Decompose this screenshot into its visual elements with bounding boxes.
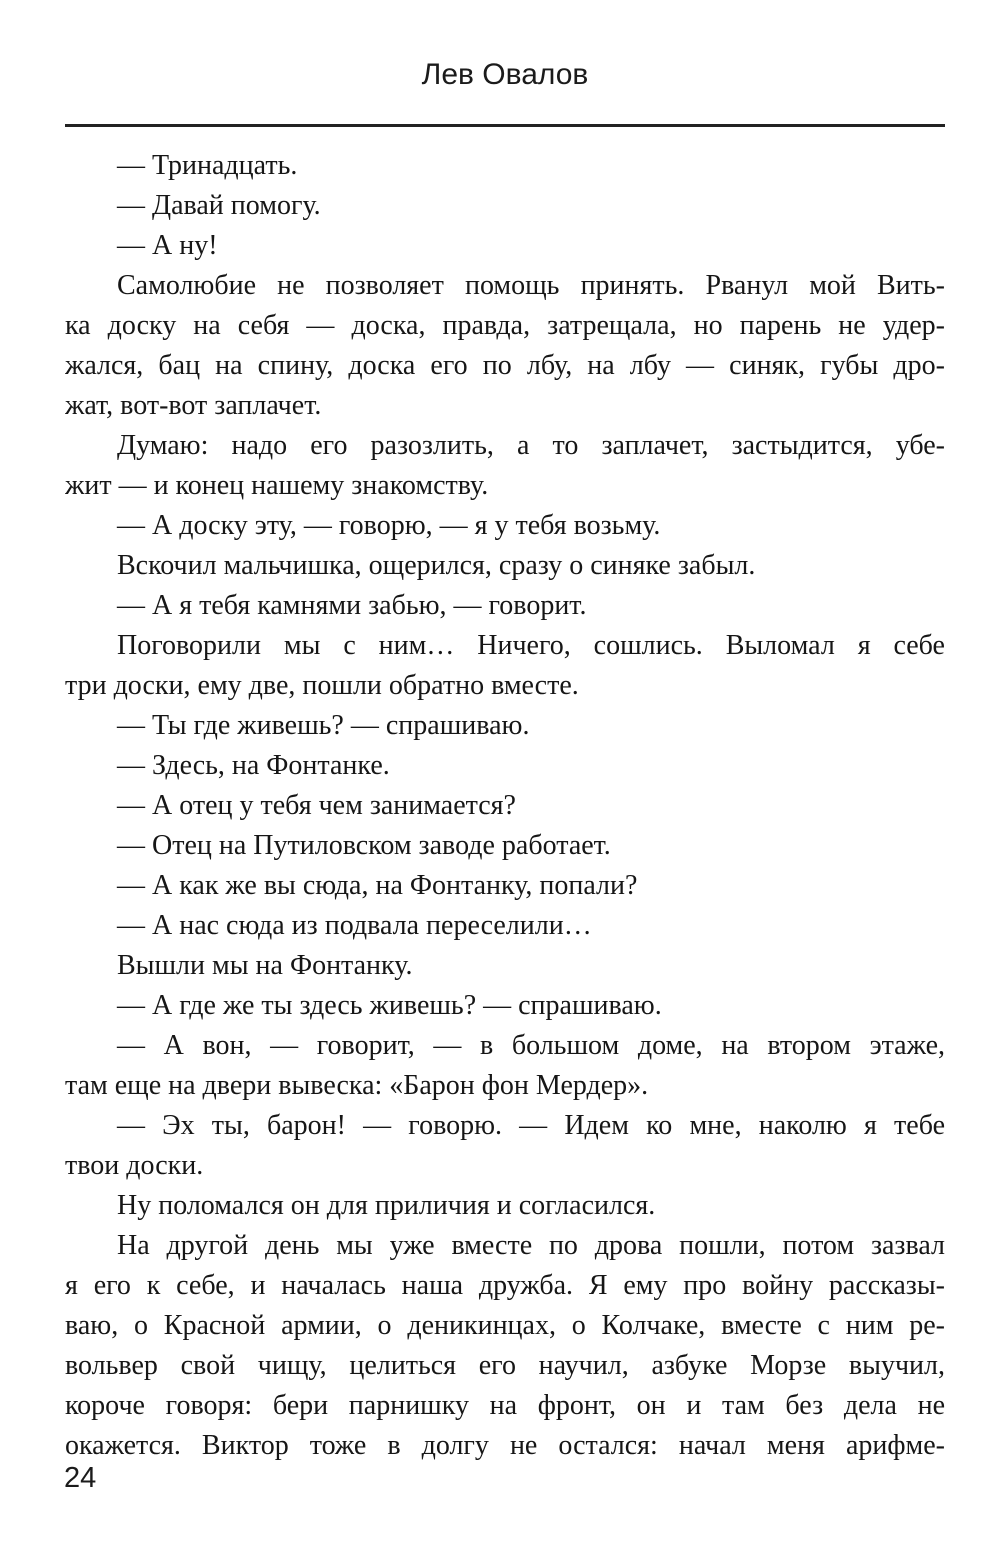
running-head: Лев Овалов xyxy=(421,58,589,91)
page-number: 24 xyxy=(64,1462,97,1494)
text-line: ваю, о Красной армии, о деникинцах, о Колчаке, вместе с ним ре- xyxy=(65,1310,945,1341)
text-line: — Давай помогу. xyxy=(117,190,321,221)
text-line: — Ты где живешь? — спрашиваю. xyxy=(117,710,530,741)
text-line: жит — и конец нашему знакомству. xyxy=(65,470,489,501)
paragraph xyxy=(65,506,945,546)
text-line: ка доску на себя — доска, правда, затрещала, но парень не удер- xyxy=(65,310,945,341)
paragraph xyxy=(65,746,945,786)
text-line: Самолюбие не позволяет помощь принять. Рванул мой Вить- xyxy=(117,270,945,301)
text-line: На другой день мы уже вместе по дрова пошли, потом зазвал xyxy=(117,1230,945,1261)
text-line: — Здесь, на Фонтанке. xyxy=(117,750,390,781)
paragraph xyxy=(65,1026,945,1106)
text-line: — А вон, — говорит, — в большом доме, на втором этаже, xyxy=(117,1030,945,1061)
paragraph xyxy=(65,906,945,946)
text-line: — Отец на Путиловском заводе работает. xyxy=(117,830,611,861)
paragraph xyxy=(65,626,945,706)
paragraph xyxy=(65,946,945,986)
paragraph xyxy=(65,586,945,626)
text-line: Ну поломался он для приличия и согласился. xyxy=(117,1190,656,1221)
paragraph xyxy=(65,1186,945,1226)
text-line: — А как же вы сюда, на Фонтанку, попали? xyxy=(117,870,638,901)
text-line: — А отец у тебя чем занимается? xyxy=(117,790,516,821)
paragraph xyxy=(65,186,945,226)
text-line: Вышли мы на Фонтанку. xyxy=(117,950,413,981)
text-line: вольвер свой чищу, целиться его научил, азбуке Морзе выучил, xyxy=(65,1350,945,1381)
paragraph xyxy=(65,786,945,826)
text-line: Думаю: надо его разозлить, а то заплачет, застыдится, убе- xyxy=(117,430,945,461)
text-line: окажется. Виктор тоже в долгу не остался: начал меня арифме- xyxy=(65,1430,945,1461)
paragraph xyxy=(65,546,945,586)
text-block xyxy=(65,146,945,1466)
text-line: — А доску эту, — говорю, — я у тебя возьму. xyxy=(117,510,661,541)
paragraph xyxy=(65,1106,945,1186)
paragraph xyxy=(65,826,945,866)
header-rule xyxy=(65,124,945,127)
text-line: — А нас сюда из подвала переселили… xyxy=(117,910,592,941)
text-line: — А где же ты здесь живешь? — спрашиваю. xyxy=(117,990,662,1021)
text-line: Вскочил мальчишка, ощерился, сразу о синяке забыл. xyxy=(117,550,756,581)
text-line: жался, бац на спину, доска его по лбу, на лбу — синяк, губы дро- xyxy=(65,350,945,381)
paragraph xyxy=(65,706,945,746)
text-line: твои доски. xyxy=(65,1150,204,1181)
text-line: три доски, ему две, пошли обратно вместе. xyxy=(65,670,579,701)
text-line: — А я тебя камнями забью, — говорит. xyxy=(117,590,587,621)
paragraph xyxy=(65,426,945,506)
text-line: короче говоря: бери парнишку на фронт, он и там без дела не xyxy=(65,1390,945,1421)
paragraph xyxy=(65,146,945,186)
text-line: — Тринадцать. xyxy=(117,150,298,181)
paragraph xyxy=(65,866,945,906)
paragraph xyxy=(65,1226,945,1466)
paragraph xyxy=(65,226,945,266)
text-line: — А ну! xyxy=(117,230,218,261)
paragraph xyxy=(65,986,945,1026)
paragraph xyxy=(65,266,945,426)
text-line: там еще на двери вывеска: «Барон фон Мердер». xyxy=(65,1070,649,1101)
text-line: жат, вот-вот заплачет. xyxy=(65,390,322,421)
text-line: я его к себе, и началась наша дружба. Я ему про войну рассказы- xyxy=(65,1270,945,1301)
text-line: Поговорили мы с ним… Ничего, сошлись. Выломал я себе xyxy=(117,630,945,661)
text-line: — Эх ты, барон! — говорю. — Идем ко мне, наколю я тебе xyxy=(117,1110,945,1141)
